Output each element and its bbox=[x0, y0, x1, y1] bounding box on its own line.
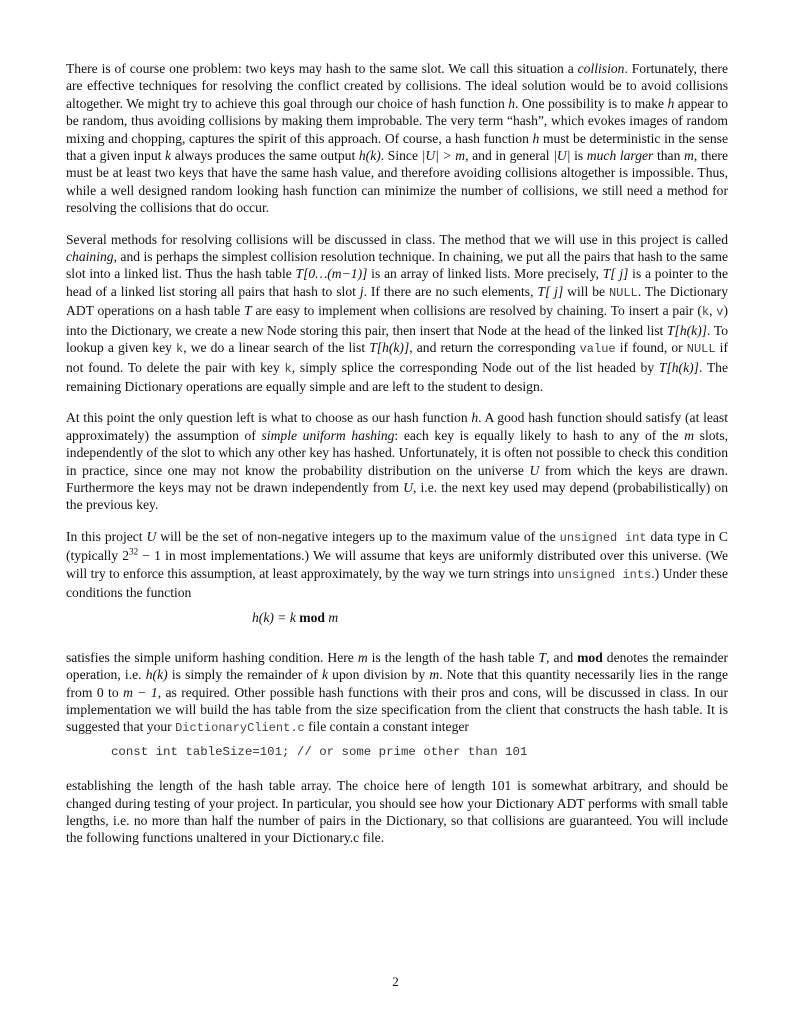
math: T[h(k)] bbox=[369, 340, 410, 356]
math: T[ j] bbox=[537, 283, 564, 299]
math: h bbox=[532, 130, 540, 146]
text: . The remaining Dictionary operations are equally simple and are left to the student to design. bbox=[66, 359, 728, 394]
text: from which the keys are drawn. Furthermore the keys may not be drawn independently from bbox=[66, 462, 729, 495]
text: . The Dictionary ADT operations on a hash table bbox=[66, 283, 728, 319]
text: At this point the only question left is what to choose as our hash function bbox=[66, 410, 472, 426]
text: , simply splice the corresponding Node out of the list headed by bbox=[291, 359, 659, 375]
text: satisfies the simple uniform hashing condition. Here bbox=[66, 649, 358, 665]
math: m bbox=[683, 148, 694, 164]
text: always produces the same output bbox=[171, 148, 359, 164]
code: k bbox=[701, 305, 710, 320]
math: m bbox=[429, 667, 440, 683]
text: if not found. To delete the pair with key bbox=[66, 340, 728, 375]
paragraph-chaining bbox=[66, 231, 728, 396]
text: . One possibility is to make bbox=[515, 95, 668, 111]
text: are easy to implement when collisions are resolved by chaining. To insert a pair ( bbox=[251, 303, 702, 319]
paragraph-universe bbox=[66, 528, 728, 602]
math: m − 1 bbox=[123, 684, 158, 700]
math: T[0…(m−1)] bbox=[295, 266, 368, 282]
text: There is of course one problem: two keys may hash to the same slot. We call this situation a bbox=[66, 61, 578, 76]
math: T[h(k)] bbox=[658, 359, 699, 375]
code-null: NULL bbox=[686, 342, 716, 357]
text: − 1 in most implementations.) We will assume that keys are uniformly distributed over this universe. (We will try to enforce this assumption, at least approximately, by the way we turn strings into bbox=[66, 548, 728, 581]
text: is bbox=[570, 148, 587, 164]
text: .) Under these conditions the function bbox=[66, 565, 729, 600]
text: than bbox=[653, 148, 684, 164]
term-collision: collision bbox=[577, 61, 625, 76]
text: , there must be at least two keys that have the same hash value, and therefore avoiding collisions altogether is impossible. Thus, while a well designed random looking hash function can minimize the number of collisions, we still need a method for resolving the collisions that do occur. bbox=[66, 148, 728, 216]
term-simple-uniform-hashing: simple uniform hashing bbox=[261, 427, 395, 443]
math: T[ j] bbox=[602, 266, 629, 282]
math: m bbox=[684, 427, 695, 443]
text: , we do a linear search of the list bbox=[183, 340, 370, 356]
text: . Fortunately, there are effective techniques for resolving the conflict created by collisions. The ideal solution would be to avoid collisions altogether. We might try to achieve this goal through our choice of hash function bbox=[66, 61, 728, 111]
math: T bbox=[244, 303, 252, 319]
text: file contain a constant integer bbox=[304, 719, 469, 735]
hash-formula bbox=[66, 609, 728, 626]
text: is an array of linked lists. More precisely, bbox=[367, 266, 603, 282]
text: : each key is equally likely to hash to any of the bbox=[394, 427, 685, 443]
math: h(k) bbox=[358, 148, 381, 164]
math: T[h(k)] bbox=[667, 322, 708, 338]
text: Several methods for resolving collisions will be discussed in class. The method that we will use in this project is called bbox=[66, 231, 728, 247]
math: |U| > m bbox=[421, 148, 466, 164]
document-page bbox=[66, 60, 728, 861]
formula-lhs: h(k) = k bbox=[252, 610, 300, 626]
text: , bbox=[709, 303, 717, 319]
text: is a pointer to the head of a linked list storing all pairs that hash to slot bbox=[66, 266, 728, 299]
math: |U| bbox=[553, 148, 571, 164]
paragraph-collisions bbox=[66, 60, 728, 217]
text: , i.e. the next key used may depend (probabilistically) on the previous key. bbox=[66, 479, 728, 513]
text: data type in C (typically 2 bbox=[66, 528, 728, 564]
text: is simply the remainder of bbox=[167, 667, 322, 683]
page-number: 2 bbox=[392, 974, 399, 989]
code: k bbox=[176, 342, 184, 357]
term-chaining: chaining bbox=[66, 249, 114, 265]
text: if found, or bbox=[615, 340, 687, 356]
text: , and in general bbox=[465, 148, 554, 164]
text: , and return the corresponding bbox=[409, 340, 580, 356]
code: v bbox=[716, 305, 724, 320]
text: must be deterministic in the sense that a given input bbox=[66, 130, 729, 164]
text: . Note that this quantity necessarily lies in the range from 0 to bbox=[66, 667, 729, 700]
text: . If there are no such elements, bbox=[363, 283, 538, 299]
text: will be the set of non-negative integers up to the maximum value of the bbox=[156, 528, 560, 544]
text: . To lookup a given key bbox=[66, 322, 729, 356]
math: h bbox=[508, 95, 516, 111]
math: T bbox=[538, 649, 547, 665]
math: m bbox=[357, 649, 368, 665]
text: In this project bbox=[66, 528, 147, 544]
text: , as required. Other possible hash functions with their pros and cons, will be discussed in class. In our implementation we will build the has table from the size specification from the client that constructs the hash table. It is suggested that your bbox=[66, 684, 728, 735]
text: , and is perhaps the simplest collision resolution technique. In chaining, we put all the pairs that hash to the same slot into a linked list. Thus the hash table bbox=[66, 249, 728, 282]
bold-mod: mod bbox=[577, 649, 603, 665]
text: appear to be random, thus avoiding collisions by making them improbable. The very term “hash”, which evokes images of random mixing and chopping, captures the spirit of this approach. Of course, a hash function bbox=[66, 95, 728, 146]
math: h(k) bbox=[145, 667, 168, 683]
formula-mod: mod bbox=[299, 610, 325, 626]
math: U bbox=[529, 462, 540, 478]
formula-rhs: m bbox=[324, 610, 339, 626]
code-value: value bbox=[579, 342, 616, 357]
math: U bbox=[146, 528, 157, 544]
code-snippet: const int tableSize=101; // or some prime other than 101 bbox=[111, 744, 528, 759]
code: k bbox=[284, 361, 292, 376]
text: ) into the Dictionary, we create a new Node storing this pair, then insert that Node at the head of the linked list bbox=[66, 303, 729, 338]
math: k bbox=[321, 667, 328, 683]
text: is the length of the hash table bbox=[367, 649, 539, 665]
math: h bbox=[667, 95, 675, 111]
text: . A good hash function should satisfy (at least approximately) the assumption of bbox=[66, 410, 728, 443]
math: j bbox=[359, 283, 364, 299]
math: U bbox=[403, 479, 414, 495]
text: denotes the remainder operation, i.e. bbox=[66, 649, 729, 683]
text: , and bbox=[546, 649, 578, 665]
code-unsigned-int: unsigned int bbox=[559, 530, 647, 545]
emphasis: much larger bbox=[586, 148, 654, 164]
exponent: 32 bbox=[129, 546, 139, 557]
text: upon division by bbox=[327, 667, 430, 683]
code-null: NULL bbox=[608, 285, 638, 300]
paragraph-mod bbox=[66, 649, 728, 738]
math: k bbox=[165, 148, 172, 164]
text: will be bbox=[563, 283, 609, 299]
text: . Since bbox=[380, 148, 422, 164]
paragraph-table-length: establishing the length of the hash table array. The choice here of length 101 is somewhat arbitrary, and should be changed during testing of your project. In particular, you should see how your Dictionary ADT performs with small table lengths, i.e. no more than half the number of pairs in the Dictionary, so that collisions are guaranteed. You will include the following functions unaltered in your Dictionary.c file. bbox=[66, 778, 728, 846]
math: h bbox=[471, 410, 479, 426]
text: slots, independently of the slot to which any other key has hashed. Unfortunately, it is often not possible to check this condition in practice, since one may not know the probability distribution on the universe bbox=[66, 427, 729, 478]
paragraph-hash-function bbox=[66, 409, 728, 513]
code-unsigned-ints: unsigned ints bbox=[557, 567, 652, 582]
code-filename: DictionaryClient.c bbox=[175, 721, 305, 736]
